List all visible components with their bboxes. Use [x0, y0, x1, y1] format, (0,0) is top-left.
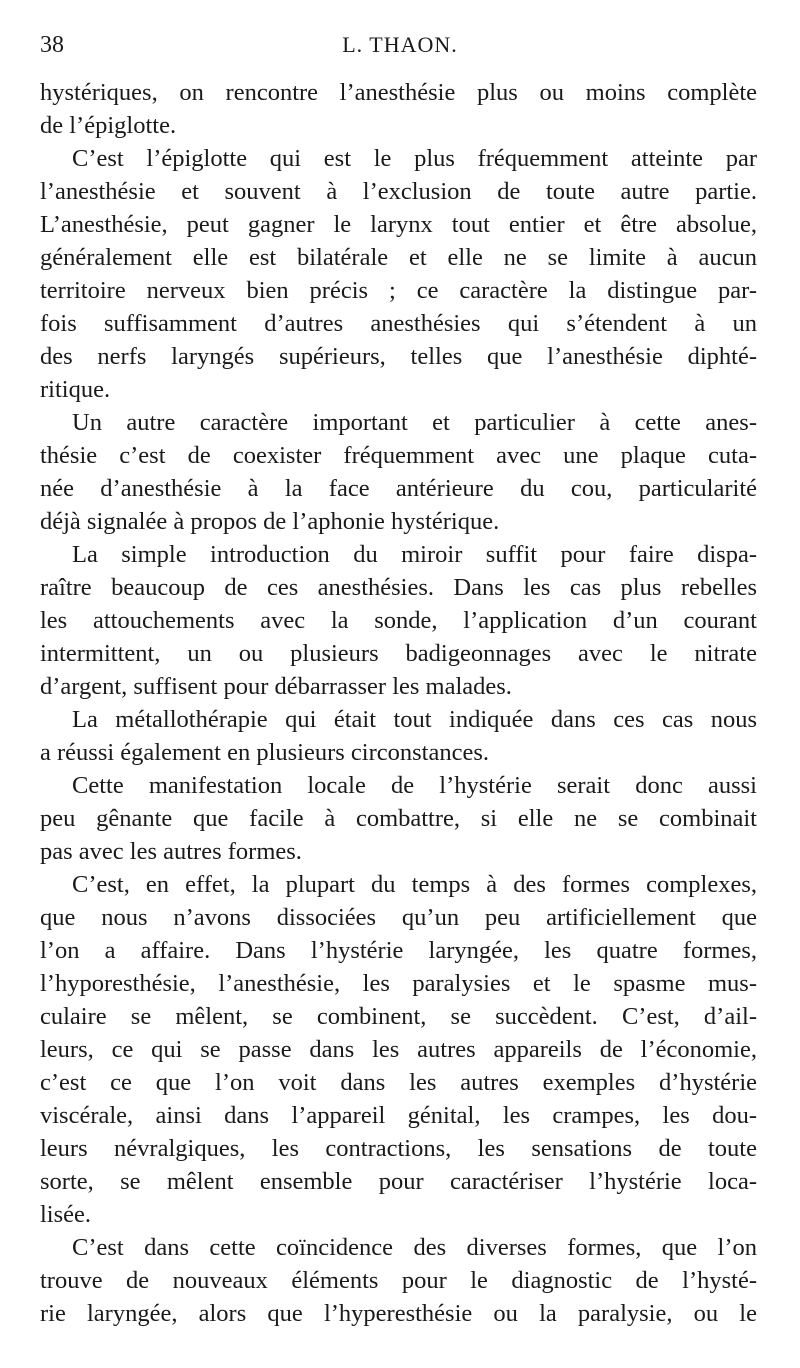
text-line: peu gênante que facile à combattre, si elle ne se combinait — [40, 805, 757, 832]
text-line: des nerfs laryngés supérieurs, telles que l’anesthésie diphté- — [40, 343, 757, 370]
text-line: née d’anesthésie à la face antérieure du cou, particularité — [40, 475, 757, 502]
text-line: trouve de nouveaux éléments pour le diagnostic de l’hysté- — [40, 1267, 757, 1294]
text-line: lisée. — [40, 1201, 92, 1228]
text-line: C’est, en effet, la plupart du temps à des formes complexes, — [72, 871, 757, 898]
text-line: territoire nerveux bien précis ; ce caractère la distingue par- — [40, 277, 757, 304]
text-line: La métallothérapie qui était tout indiquée dans ces cas nous — [72, 706, 757, 733]
body-text — [40, 76, 757, 1330]
text-line: l’anesthésie et souvent à l’exclusion de toute autre partie. — [40, 178, 757, 205]
text-line: d’argent, suffisent pour débarrasser les malades. — [40, 673, 512, 700]
text-line: les attouchements avec la sonde, l’application d’un courant — [40, 607, 757, 634]
text-line: ritique. — [40, 376, 111, 403]
text-line: a réussi également en plusieurs circonstances. — [40, 739, 490, 766]
text-line: leurs névralgiques, les contractions, les sensations de toute — [40, 1135, 757, 1162]
text-line: hystériques, on rencontre l’anesthésie plus ou moins complète — [40, 79, 757, 106]
text-line: raître beaucoup de ces anesthésies. Dans les cas plus rebelles — [40, 574, 757, 601]
text-line: l’hyporesthésie, l’anesthésie, les paralysies et le spasme mus- — [40, 970, 757, 997]
text-line: déjà signalée à propos de l’aphonie hystérique. — [40, 508, 500, 535]
running-head — [40, 32, 760, 66]
text-line: viscérale, ainsi dans l’appareil génital, les crampes, les dou- — [40, 1102, 757, 1129]
text-line: pas avec les autres formes. — [40, 838, 302, 865]
page-number: 38 — [40, 32, 64, 58]
text-line: L’anesthésie, peut gagner le larynx tout entier et être absolue, — [40, 211, 757, 238]
text-line: Un autre caractère important et particulier à cette anes- — [72, 409, 757, 436]
text-line: thésie c’est de coexister fréquemment avec une plaque cuta- — [40, 442, 757, 469]
text-line: intermittent, un ou plusieurs badigeonnages avec le nitrate — [40, 640, 757, 667]
running-title: L. THAON. — [342, 32, 458, 57]
text-line: sorte, se mêlent ensemble pour caractériser l’hystérie loca- — [40, 1168, 757, 1195]
text-line: culaire se mêlent, se combinent, se succèdent. C’est, d’ail- — [40, 1003, 757, 1030]
text-line: généralement elle est bilatérale et elle ne se limite à aucun — [40, 244, 757, 271]
text-line: fois suffisamment d’autres anesthésies qui s’étendent à un — [40, 310, 757, 337]
text-line: C’est l’épiglotte qui est le plus fréquemment atteinte par — [72, 145, 757, 172]
text-line: l’on a affaire. Dans l’hystérie laryngée, les quatre formes, — [40, 937, 757, 964]
text-line: C’est dans cette coïncidence des diverses formes, que l’on — [72, 1234, 757, 1261]
text-line: de l’épiglotte. — [40, 112, 177, 139]
text-line: La simple introduction du miroir suffit pour faire dispa- — [72, 541, 757, 568]
text-line: Cette manifestation locale de l’hystérie serait donc aussi — [72, 772, 757, 799]
text-line: leurs, ce qui se passe dans les autres appareils de l’économie, — [40, 1036, 757, 1063]
text-line: que nous n’avons dissociées qu’un peu artificiellement que — [40, 904, 757, 931]
text-line: c’est ce que l’on voit dans les autres exemples d’hystérie — [40, 1069, 757, 1096]
text-line: rie laryngée, alors que l’hyperesthésie ou la paralysie, ou le — [40, 1300, 757, 1327]
